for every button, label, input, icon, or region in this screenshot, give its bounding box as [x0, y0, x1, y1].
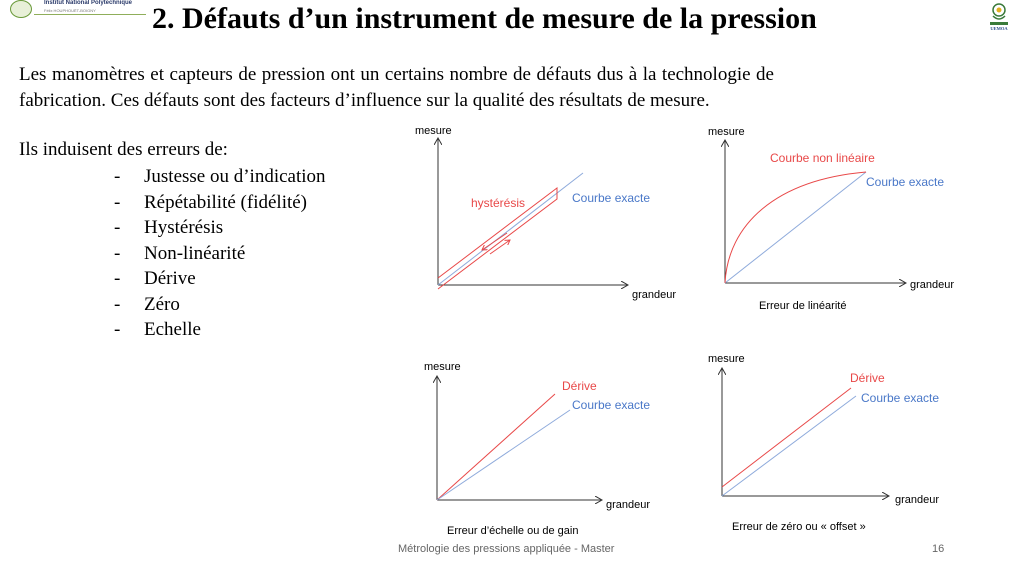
bullet-dash: -: [114, 191, 121, 213]
chart4-caption: Erreur de zéro ou « offset »: [732, 521, 866, 533]
chart2-caption: Erreur de linéarité: [759, 300, 847, 312]
chart4-legend-exact: Courbe exacte: [861, 391, 940, 405]
chart3-caption: Erreur d’échelle ou de gain: [447, 525, 579, 537]
chart3-exact-line: [437, 410, 570, 500]
bullet-dash: -: [114, 319, 121, 340]
page-number: 16: [932, 543, 945, 555]
chart1-exact-line: [438, 173, 583, 285]
chart4-legend-drift: Dérive: [850, 371, 885, 385]
bullet-dash: -: [114, 242, 121, 264]
chart-nonlinearity: [708, 126, 954, 312]
chart1-legend-hysteresis: hystérésis: [471, 196, 526, 210]
institution-subtitle: Félix HOUPHOUËT-BOIGNY: [44, 8, 96, 13]
chart3-y-label: mesure: [424, 361, 461, 373]
error-list-label: Echelle: [144, 319, 201, 340]
chart-hysteresis: [415, 125, 676, 301]
slide-title: 2. Défauts d’un instrument de mesure de la pression: [152, 2, 817, 35]
chart3-legend-exact: Courbe exacte: [572, 398, 651, 412]
error-list-label: Zéro: [144, 293, 180, 315]
uemoa-logo-text: UEMOA: [990, 26, 1008, 31]
error-list-label: Hystérésis: [144, 217, 224, 238]
chart2-legend-exact: Courbe exacte: [866, 175, 945, 189]
chart4-exact-line: [722, 396, 856, 496]
chart1-x-label: grandeur: [632, 289, 677, 301]
error-list-label: Justesse ou d’indication: [144, 166, 326, 187]
chart4-x-label: grandeur: [895, 494, 940, 506]
errors-lead: Ils induisent des erreurs de:: [19, 139, 228, 160]
intro-paragraph: Les manomètres et capteurs de pression ont un certains nombre de défauts dus à la technologie de fabrication. Ces défauts sont des facteurs d’influence sur la qualité des résultats de mesure.: [19, 64, 774, 111]
footer-text: Métrologie des pressions appliquée - Master: [398, 543, 615, 555]
bullet-dash: -: [114, 293, 121, 315]
chart3-drift-line: [437, 394, 555, 500]
chart2-legend-nonlinear: Courbe non linéaire: [770, 151, 875, 165]
chart1-y-label: mesure: [415, 125, 452, 137]
bullet-dash: -: [114, 166, 121, 187]
chart4-y-label: mesure: [708, 353, 745, 365]
error-list-label: Non-linéarité: [144, 242, 246, 264]
bullet-dash: -: [114, 217, 121, 238]
chart2-x-label: grandeur: [910, 279, 955, 291]
chart3-x-label: grandeur: [606, 499, 651, 511]
institution-name: Institut National Polytechnique: [44, 0, 133, 6]
error-list-label: Dérive: [144, 268, 196, 289]
chart-zero-offset: [708, 353, 939, 533]
chart4-drift-line: [722, 388, 851, 487]
chart3-legend-drift: Dérive: [562, 379, 597, 393]
error-list-label: Répétabilité (fidélité): [144, 191, 308, 213]
chart2-y-label: mesure: [708, 126, 745, 138]
chart1-legend-exact: Courbe exacte: [572, 191, 651, 205]
chart-scale-error: [424, 361, 650, 537]
bullet-dash: -: [114, 268, 121, 289]
